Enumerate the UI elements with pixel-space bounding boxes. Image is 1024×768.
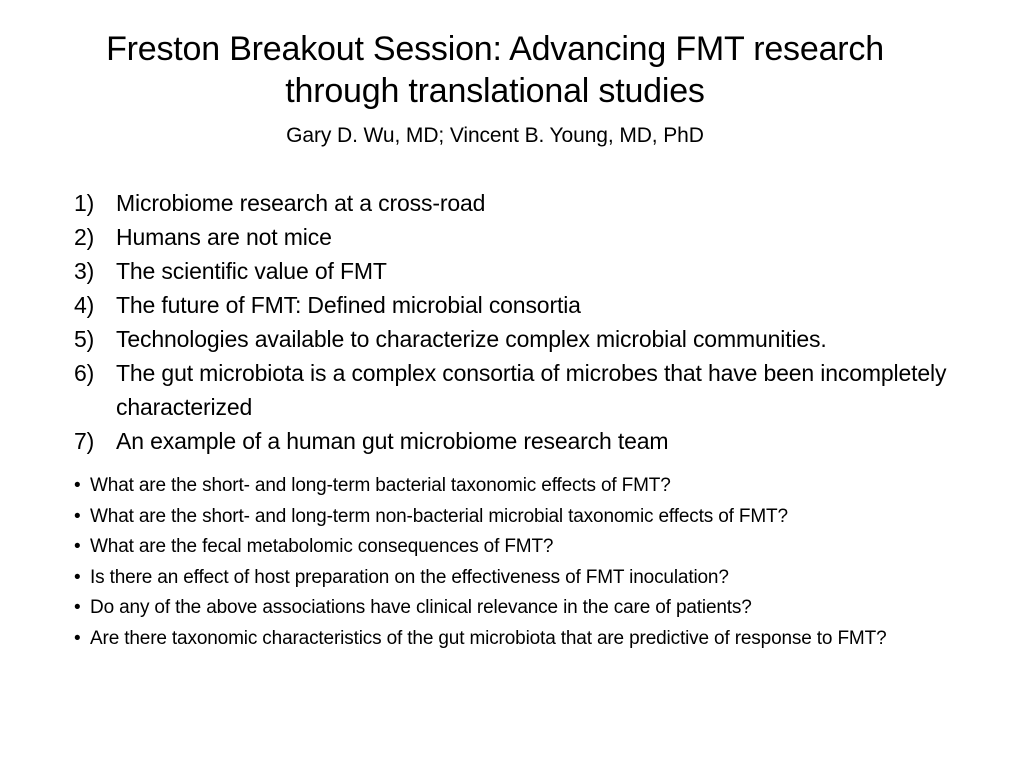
question-text: Are there taxonomic characteristics of the gut microbiota that are predictive of response to FMT? xyxy=(90,627,887,649)
topic-item xyxy=(74,356,974,424)
bullet-icon: • xyxy=(74,475,81,496)
question-text: What are the short- and long-term bacterial taxonomic effects of FMT? xyxy=(90,475,671,496)
bullet-icon: • xyxy=(74,566,81,588)
bullet-icon: • xyxy=(74,627,81,649)
bullet-icon: • xyxy=(74,536,81,557)
topic-item xyxy=(74,322,974,356)
question-item xyxy=(74,624,934,655)
topic-text: Microbiome research at a cross-road xyxy=(116,190,486,216)
topic-text: An example of a human gut microbiome research team xyxy=(116,428,669,454)
topic-number: 3) xyxy=(74,258,95,284)
topic-text: The gut microbiota is a complex consortia of microbes that have been incompletely characterized xyxy=(116,360,947,420)
topic-item xyxy=(74,186,974,220)
topic-number: 7) xyxy=(74,428,95,454)
topic-text: The scientific value of FMT xyxy=(116,258,387,284)
question-list xyxy=(74,471,934,654)
topic-item xyxy=(74,220,974,254)
topic-number: 6) xyxy=(74,360,95,386)
question-text: What are the fecal metabolomic consequences of FMT? xyxy=(90,536,554,557)
topic-text: Humans are not mice xyxy=(116,224,332,250)
question-text: Is there an effect of host preparation on the effectiveness of FMT inoculation? xyxy=(90,566,729,588)
bullet-icon: • xyxy=(74,505,81,527)
bullet-icon: • xyxy=(74,597,81,618)
topic-number: 4) xyxy=(74,292,95,318)
slide-title-line: Freston Breakout Session: Advancing FMT research xyxy=(106,30,884,68)
topic-number: 5) xyxy=(74,326,95,352)
topic-item xyxy=(74,424,974,458)
question-item xyxy=(74,593,934,624)
slide-title-line: through translational studies xyxy=(285,72,705,110)
question-text: Do any of the above associations have clinical relevance in the care of patients? xyxy=(90,597,752,618)
topic-text: Technologies available to characterize complex microbial communities. xyxy=(116,326,827,352)
slide-subtitle: Gary D. Wu, MD; Vincent B. Young, MD, PhD xyxy=(286,124,704,147)
question-text: What are the short- and long-term non-bacterial microbial taxonomic effects of FMT? xyxy=(90,505,788,527)
slide-title xyxy=(40,28,950,112)
topic-list xyxy=(74,186,974,458)
question-item xyxy=(74,563,934,594)
topic-text: The future of FMT: Defined microbial consortia xyxy=(116,292,581,318)
question-item xyxy=(74,502,934,533)
question-item xyxy=(74,471,934,502)
topic-item xyxy=(74,254,974,288)
topic-number: 2) xyxy=(74,224,95,250)
topic-item xyxy=(74,288,974,322)
topic-number: 1) xyxy=(74,190,95,216)
question-item xyxy=(74,532,934,563)
